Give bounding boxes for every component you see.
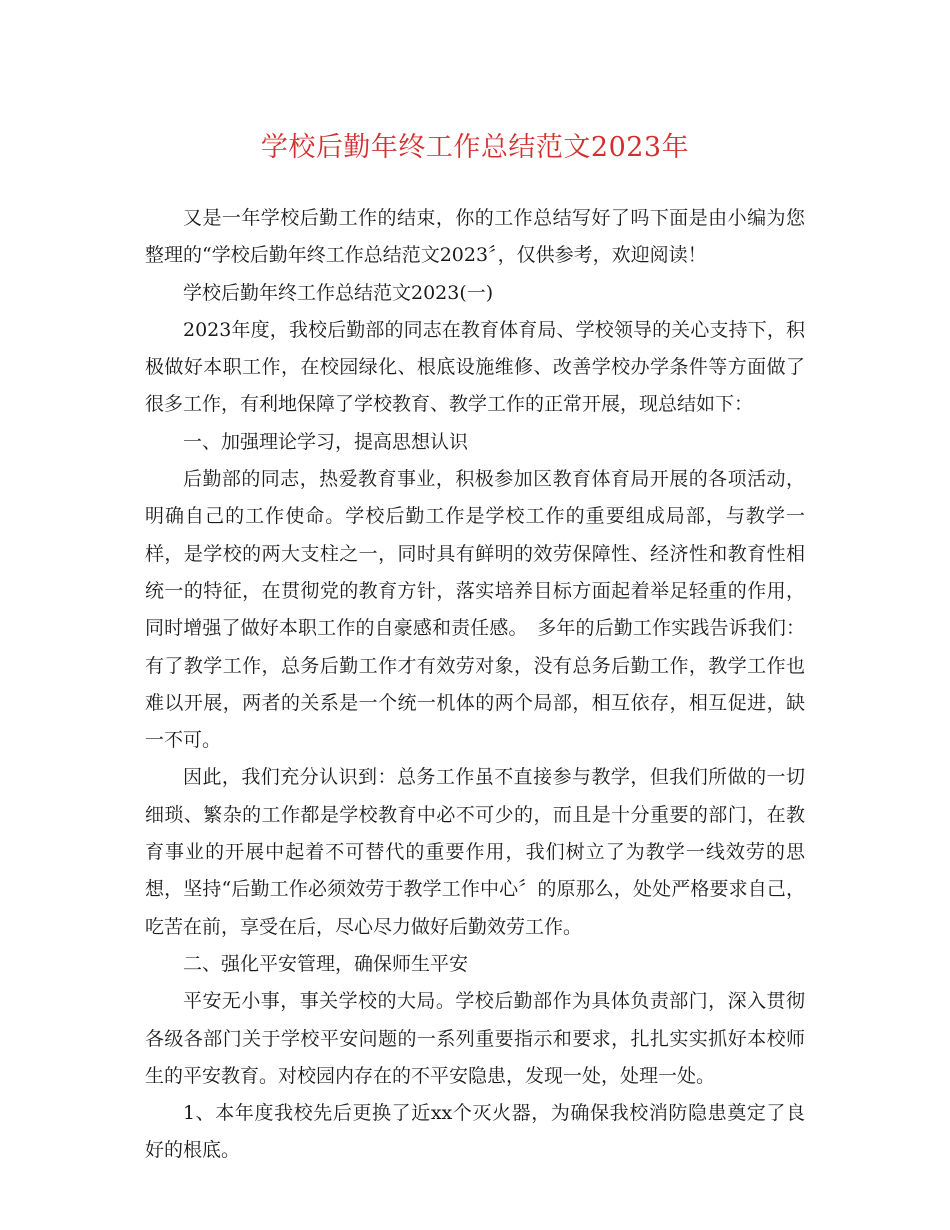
list-item: 1、本年度我校先后更换了近xx个灭火器，为确保我校消防隐患奠定了良好的根底。 — [145, 1102, 805, 1162]
section-heading-2: 二、强化平安管理，确保师生平安 — [183, 952, 469, 975]
document-title: 学校后勤年终工作总结范文2023年 — [260, 132, 690, 163]
body-paragraph: 因此，我们充分认识到：总务工作虽不直接参与教学，但我们所做的一切细琐、繁杂的工作都是学校教育中必不可少的，而且是十分重要的部门，在教育事业的开展中起着不可替代的重要作用，我们树立了为教学一线效劳的思想，坚持“后勤工作必须效劳于教学工作中心〞的原那么，处处严格要求自己，吃苦在前，享受在后，尽心尽力做好后勤效劳工作。 — [145, 766, 805, 938]
section-heading-1: 一、加强理论学习，提高思想认识 — [183, 430, 469, 453]
body-paragraph: 2023年度，我校后勤部的同志在教育体育局、学校领导的关心支持下，积极做好本职工作，在校园绿化、根底设施维修、改善学校办学条件等方面做了很多工作，有利地保障了学校教育、教学工作的正常开展，现总结如下： — [145, 318, 805, 416]
body-paragraph: 后勤部的同志，热爱教育事业，积极参加区教育体育局开展的各项活动，明确自己的工作使命。学校后勤工作是学校工作的重要组成局部，与教学一样，是学校的两大支柱之一，同时具有鲜明的效劳保障性、经济性和教育性相统一的特征，在贯彻党的教育方针，落实培养目标方面起着举足轻重的作用，同时增强了做好本职工作的自豪感和责任感。 多年的后勤工作实践告诉我们：有了教学工作，总务后勤工作才有效劳对象，没有总务后勤工作，教学工作也难以开展，两者的关系是一个统一机体的两个局部，相互依存，相互促进，缺一不可。 — [145, 468, 805, 752]
body-paragraph: 平安无小事，事关学校的大局。学校后勤部作为具体负责部门，深入贯彻各级各部门关于学校平安问题的一系列重要指示和要求，扎扎实实抓好本校师生的平安教育。对校园内存在的不平安隐患，发现一处，处理一处。 — [145, 990, 805, 1087]
document-body — [145, 200, 805, 1170]
section-title: 学校后勤年终工作总结范文2023(一) — [183, 281, 494, 304]
intro-paragraph: 又是一年学校后勤工作的结束，你的工作总结写好了吗下面是由小编为您整理的“学校后勤年终工作总结范文2023〞，仅供参考，欢迎阅读！ — [145, 207, 805, 267]
